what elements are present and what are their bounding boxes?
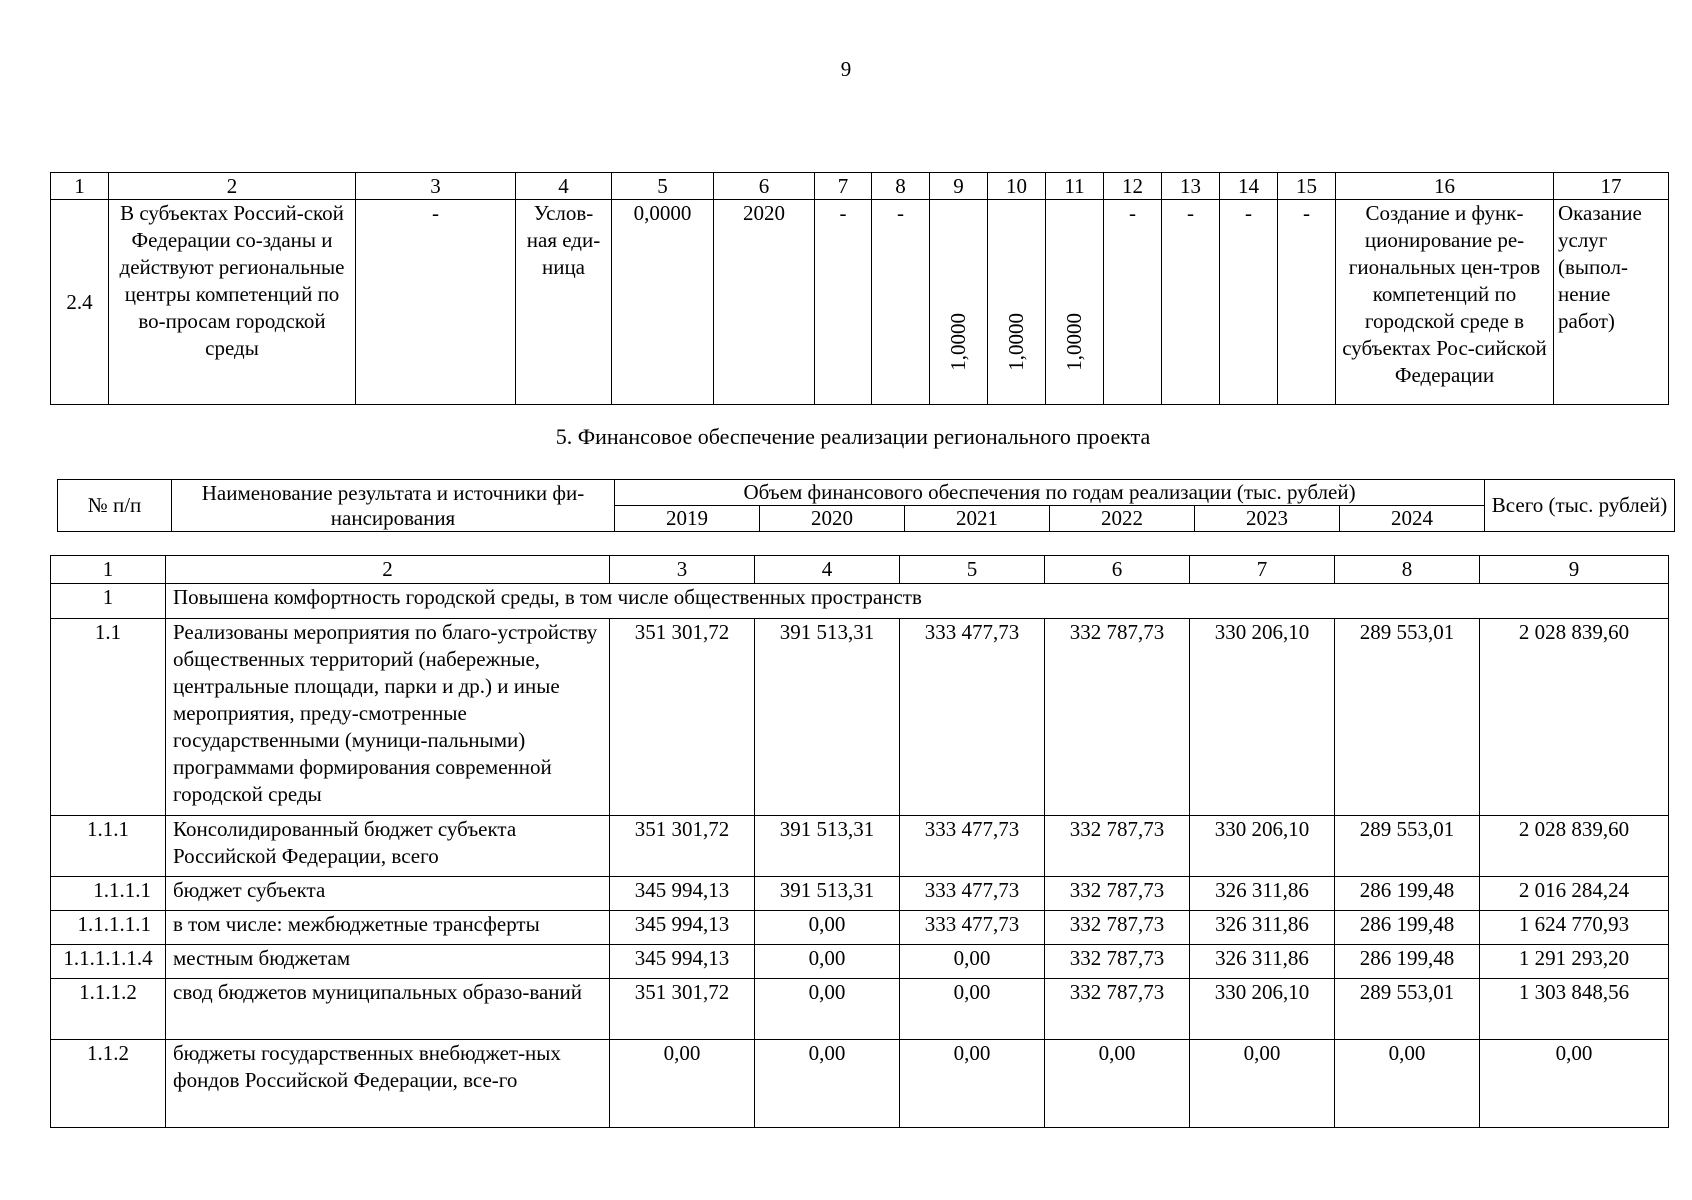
total-header: Всего (тыс. рублей) <box>1485 480 1675 532</box>
row-number: 1.1.1.1.1.4 <box>51 945 166 979</box>
table-row <box>51 979 1669 1040</box>
row-name: Реализованы мероприятия по благо-устройству общественных территорий (набережные, центральные площади, парки и др.) и иные мероприятия, преду-смотренные государственными (муници-пальными) программами формирования современной городской среды <box>166 619 610 816</box>
row-name: свод бюджетов муниципальных образо-ваний <box>166 979 610 1040</box>
col-number: 4 <box>755 556 900 584</box>
value-vertical: 1,0000 <box>1062 313 1086 371</box>
col-number: 7 <box>1190 556 1335 584</box>
value-cell: 286 199,48 <box>1335 945 1480 979</box>
financing-header-table <box>57 479 1675 532</box>
col-number-row <box>51 556 1669 584</box>
col-number: 12 <box>1104 173 1162 200</box>
total-cell: 2 028 839,60 <box>1480 619 1669 816</box>
base-value: 0,0000 <box>612 200 714 405</box>
value-cell: 333 477,73 <box>900 619 1045 816</box>
table-row <box>51 619 1669 816</box>
value-cell: 0,00 <box>900 979 1045 1040</box>
base-year: 2020 <box>714 200 815 405</box>
col-number: 6 <box>714 173 815 200</box>
col-number: 15 <box>1278 173 1336 200</box>
cell-3: - <box>356 200 516 405</box>
year-header: 2019 <box>615 506 760 532</box>
value-cell: 0,00 <box>755 979 900 1040</box>
value-cell: 332 787,73 <box>1045 979 1190 1040</box>
col-number: 1 <box>51 173 109 200</box>
value-vertical: 1,0000 <box>1004 313 1028 371</box>
total-cell: 1 303 848,56 <box>1480 979 1669 1040</box>
row-number: 1.1 <box>51 619 166 816</box>
cell-12: - <box>1104 200 1162 405</box>
name-header: Наименование результата и источники фи-нансирования <box>172 480 615 532</box>
value-cell: 345 994,13 <box>610 945 755 979</box>
financing-table <box>50 555 1669 1128</box>
value-cell: 332 787,73 <box>1045 816 1190 877</box>
value-cell: 326 311,86 <box>1190 945 1335 979</box>
row-number: 1.1.1.2 <box>51 979 166 1040</box>
value-cell: 286 199,48 <box>1335 877 1480 911</box>
value-cell: 0,00 <box>1190 1040 1335 1128</box>
total-cell: 1 291 293,20 <box>1480 945 1669 979</box>
value-cell: 0,00 <box>1335 1040 1480 1128</box>
table-row <box>51 877 1669 911</box>
value-cell: 0,00 <box>1045 1040 1190 1128</box>
value-cell: 333 477,73 <box>900 816 1045 877</box>
cell-7: - <box>815 200 872 405</box>
section-title: 5. Финансовое обеспечение реализации регионального проекта <box>555 424 1151 449</box>
value-cell: 333 477,73 <box>900 911 1045 945</box>
cell-8: - <box>872 200 930 405</box>
year-header: 2022 <box>1050 506 1195 532</box>
value-cell: 326 311,86 <box>1190 911 1335 945</box>
result-type: Оказание услуг (выпол-нение работ) <box>1554 200 1669 405</box>
col-number: 16 <box>1336 173 1554 200</box>
col-number: 14 <box>1220 173 1278 200</box>
total-cell: 1 624 770,93 <box>1480 911 1669 945</box>
row-name: бюджет субъекта <box>166 877 610 911</box>
value-cell: 332 787,73 <box>1045 619 1190 816</box>
value-cell: 0,00 <box>610 1040 755 1128</box>
num-header: № п/п <box>58 480 172 532</box>
col-number: 2 <box>109 173 356 200</box>
cell-13: - <box>1162 200 1220 405</box>
col-number: 4 <box>516 173 612 200</box>
col-number: 17 <box>1554 173 1669 200</box>
table-row <box>51 945 1669 979</box>
value-cell: 0,00 <box>900 945 1045 979</box>
table-row <box>51 816 1669 877</box>
table-row <box>51 1040 1669 1128</box>
value-cell: 330 206,10 <box>1190 619 1335 816</box>
row-number: 1.1.2 <box>51 1040 166 1128</box>
value-cell: 391 513,31 <box>755 816 900 877</box>
value-cell: 332 787,73 <box>1045 945 1190 979</box>
value-cell: 326 311,86 <box>1190 877 1335 911</box>
cell-11 <box>1046 200 1104 405</box>
value-cell: 330 206,10 <box>1190 979 1335 1040</box>
col-number: 3 <box>610 556 755 584</box>
value-cell: 351 301,72 <box>610 979 755 1040</box>
col-number: 2 <box>166 556 610 584</box>
table-row <box>51 911 1669 945</box>
col-number: 9 <box>1480 556 1669 584</box>
indicators-table <box>50 172 1669 405</box>
total-cell: 2 028 839,60 <box>1480 816 1669 877</box>
group-row <box>51 584 1669 619</box>
value-cell: 0,00 <box>755 1040 900 1128</box>
value-cell: 332 787,73 <box>1045 911 1190 945</box>
row-name: Консолидированный бюджет субъекта Российской Федерации, всего <box>166 816 610 877</box>
col-number: 7 <box>815 173 872 200</box>
col-number: 6 <box>1045 556 1190 584</box>
col-number: 9 <box>930 173 988 200</box>
col-number: 5 <box>612 173 714 200</box>
value-cell: 391 513,31 <box>755 619 900 816</box>
value-cell: 0,00 <box>900 1040 1045 1128</box>
row-number: 2.4 <box>51 200 109 405</box>
indicators-header-row <box>51 173 1669 200</box>
indicator-row <box>51 200 1669 405</box>
row-number: 1.1.1.1.1 <box>51 911 166 945</box>
value-cell: 351 301,72 <box>610 816 755 877</box>
year-header: 2021 <box>905 506 1050 532</box>
row-name: местным бюджетам <box>166 945 610 979</box>
value-cell: 351 301,72 <box>610 619 755 816</box>
col-number: 13 <box>1162 173 1220 200</box>
row-number: 1.1.1 <box>51 816 166 877</box>
col-number: 5 <box>900 556 1045 584</box>
value-cell: 391 513,31 <box>755 877 900 911</box>
indicator-name: В субъектах Россий-ской Федерации со-зданы и действуют региональные центры компетенций по во-просам городской среды <box>109 200 356 405</box>
value-cell: 0,00 <box>755 911 900 945</box>
col-number: 1 <box>51 556 166 584</box>
value-cell: 333 477,73 <box>900 877 1045 911</box>
col-number: 8 <box>872 173 930 200</box>
row-name: бюджеты государственных внебюджет-ных фондов Российской Федерации, все-го <box>166 1040 610 1128</box>
value-cell: 330 206,10 <box>1190 816 1335 877</box>
value-cell: 0,00 <box>755 945 900 979</box>
volume-header: Объем финансового обеспечения по годам реализации (тыс. рублей) <box>615 480 1485 506</box>
col-number: 8 <box>1335 556 1480 584</box>
year-header: 2020 <box>760 506 905 532</box>
total-cell: 0,00 <box>1480 1040 1669 1128</box>
value-cell: 345 994,13 <box>610 877 755 911</box>
cell-10 <box>988 200 1046 405</box>
total-cell: 2 016 284,24 <box>1480 877 1669 911</box>
page-number: 9 <box>840 57 852 81</box>
result-name: Повышена комфортность городской среды, в том числе общественных пространств <box>166 584 1669 619</box>
cell-15: - <box>1278 200 1336 405</box>
cell-14: - <box>1220 200 1278 405</box>
unit: Услов-ная еди-ница <box>516 200 612 405</box>
col-number: 3 <box>356 173 516 200</box>
value-cell: 289 553,01 <box>1335 619 1480 816</box>
value-cell: 289 553,01 <box>1335 979 1480 1040</box>
value-cell: 286 199,48 <box>1335 911 1480 945</box>
col-number: 10 <box>988 173 1046 200</box>
value-cell: 289 553,01 <box>1335 816 1480 877</box>
col-number: 11 <box>1046 173 1104 200</box>
cell-9 <box>930 200 988 405</box>
year-header: 2023 <box>1195 506 1340 532</box>
value-cell: 332 787,73 <box>1045 877 1190 911</box>
value-vertical: 1,0000 <box>946 313 970 371</box>
row-number: 1 <box>51 584 166 619</box>
year-header: 2024 <box>1340 506 1485 532</box>
value-cell: 345 994,13 <box>610 911 755 945</box>
row-name: в том числе: межбюджетные трансферты <box>166 911 610 945</box>
characteristic: Создание и функ-ционирование ре-гиональных цен-тров компетенций по городской среде в субъектах Рос-сийской Федерации <box>1336 200 1554 405</box>
row-number: 1.1.1.1 <box>51 877 166 911</box>
